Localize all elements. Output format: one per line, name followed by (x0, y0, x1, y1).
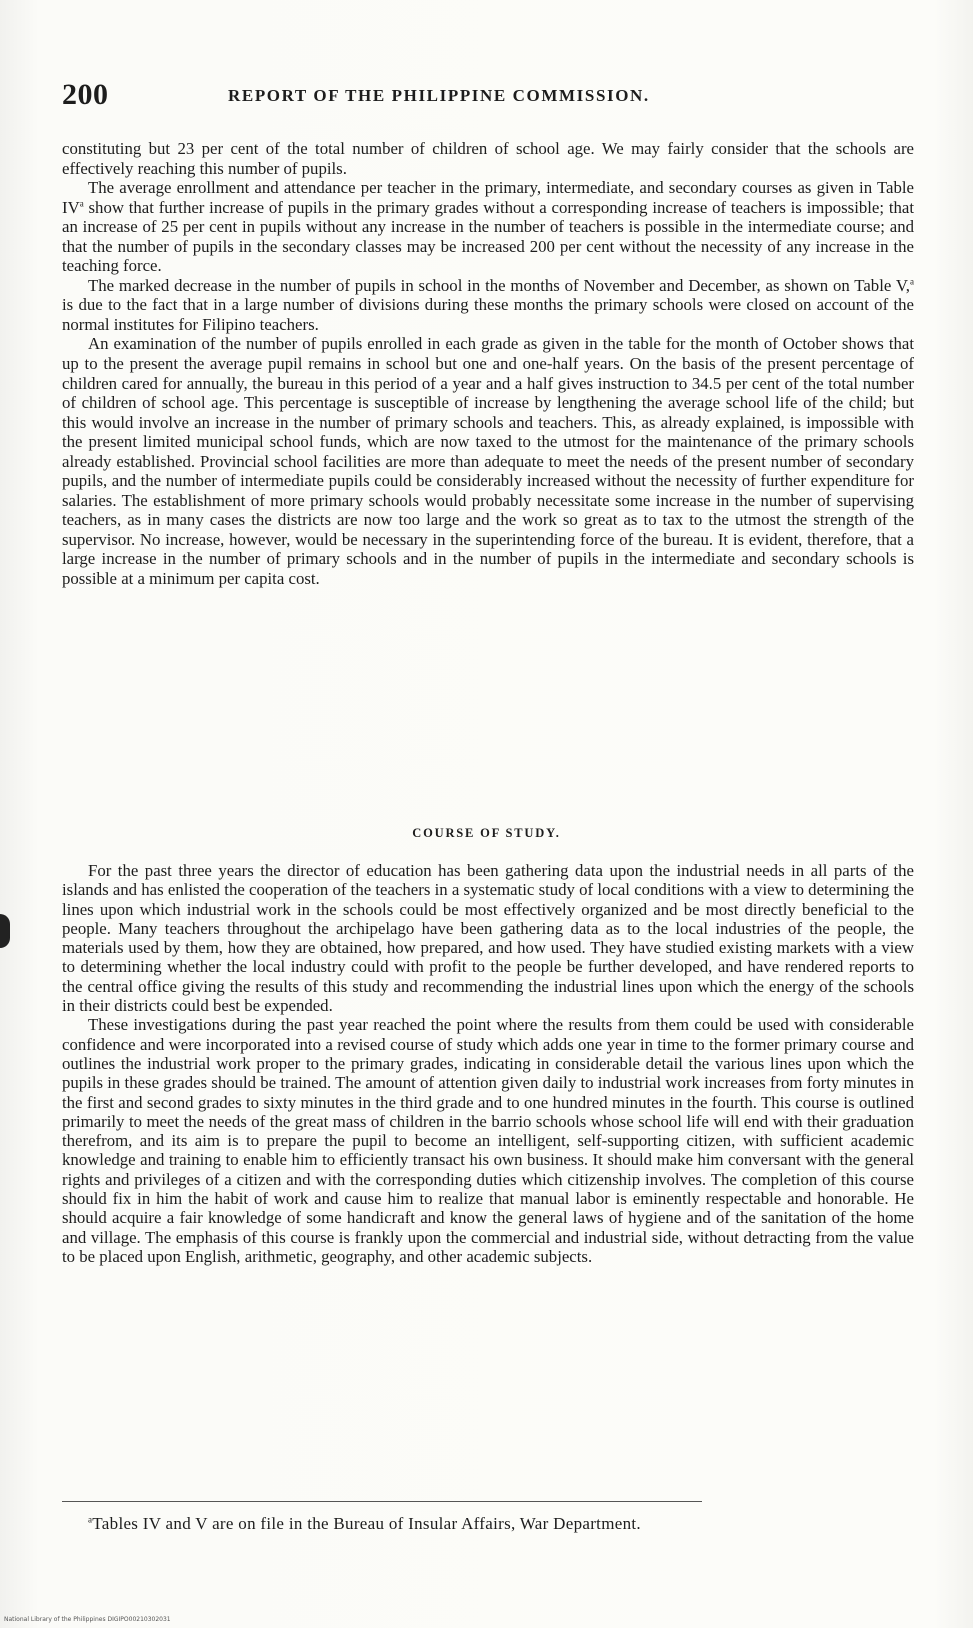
binding-shadow (0, 914, 10, 948)
footnote (88, 1514, 641, 1534)
scan-label: National Library of the Philippines DIGIPO00210302031 (4, 1616, 171, 1623)
paragraph-1: constituting but 23 per cent of the total number of children of school age. We may fairly consider that the schools are effectively reaching this number of pupils. (62, 139, 914, 178)
footnote-divider (62, 1501, 702, 1502)
course-paragraph-1: For the past three years the director of education has been gathering data upon the industrial needs in all parts of the islands and has enlisted the cooperation of the teachers in a systematic study of local conditions with a view to determining the lines upon which industrial work in the schools could be most effectively organized and be most directly beneficial to the people. Many teachers throughout the archipelago have been gathering data as to the local industries of the people, the materials used by them, how they are obtained, how prepared, and how used. They have studied existing markets with a view to determining whether the local industry could with profit to the people be further developed, and have rendered reports to the central office giving the results of this study and recommending the industrial lines upon which the energy of the schools in their districts could best be expended. (62, 861, 914, 1016)
page-number: 200 (62, 78, 109, 111)
paragraph-2-part-2: show that further increase of pupils in the primary grades without a corresponding increase of teachers is impossible; that an increase of 25 per cent in pupils without any increase in the number of teachers is possible in the intermediate course; and that the number of pupils in the secondary classes may be increased 200 per cent without the necessity of any increase in the teaching force. (62, 197, 914, 276)
paragraph-4: An examination of the number of pupils enrolled in each grade as given in the table for the month of October shows that up to the present the average pupil remains in school but one and one-half years. On the basis of the present percentage of children cared for annually, the bureau in this period of a year and a half gives instruction to 34.5 per cent of the total number of children of school age. This percentage is susceptible of increase by lengthening the average school life of the child; but this would involve an increase in the number of primary schools and teachers. This, as already explained, is impossible with the present limited municipal school funds, which are now taxed to the utmost for the maintenance of the primary schools already established. Provincial school facilities are more than adequate to meet the needs of the present number of secondary pupils, and the number of intermediate pupils could be considerably increased without the necessity of further expenditure for salaries. The establishment of more primary schools would probably necessitate some increase in the number of supervising teachers, as in many cases the districts are now too large and the work so great as to tax to the utmost the strength of the supervisor. No increase, however, would be necessary in the superintending force of the bureau. It is evident, therefore, that a large increase in the number of primary schools and in the number of pupils in the intermediate and secondary schools is possible at a minimum per capita cost. (62, 334, 914, 589)
course-paragraph-2: These investigations during the past year reached the point where the results from them could be used with considerable confidence and were incorporated into a revised course of study which adds one year in time to the former primary course and outlines the industrial work proper to the primary grades, indicating in considerable detail the various lines upon which the pupils in these grades should be trained. The amount of attention given daily to industrial work increases from forty minutes in the first and second grades to sixty minutes in the third grade and to one hundred minutes in the fourth. This course is outlined primarily to meet the needs of the great mass of children in the barrio schools whose school life will end with their graduation therefrom, and its aim is to prepare the pupil to become an intelligent, self-supporting citizen, with sufficient academic knowledge and training to enable him to efficiently transact his own business. It should make him conversant with the general rights and privileges of a citizen and with the corresponding duties which citizenship involves. The completion of this course should fix in him the habit of work and cause him to realize that manual labor is eminently respectable and honorable. He should acquire a fair knowledge of some handicraft and know the general laws of hygiene and of the sanitation of the home and village. The emphasis of this course is frankly upon the commercial and industrial side, without detracting from the value to be placed upon English, arithmetic, geography, and other academic subjects. (62, 1015, 914, 1266)
paragraph-2-part-1: The average enrollment and attendance per teacher in the primary, intermediate, and secondary courses as given in Table IV (62, 178, 914, 217)
paragraph-3-part-2: is due to the fact that in a large number of divisions during these months the primary schools were closed on account of the normal institutes for Filipino teachers. (62, 295, 914, 334)
page-header (62, 78, 912, 118)
footnote-text: Tables IV and V are on file in the Bureau of Insular Affairs, War Department. (92, 1514, 641, 1533)
paragraph-3 (62, 276, 914, 335)
footnote-marker: a (910, 276, 914, 287)
body-text-block (62, 139, 914, 589)
paragraph-3-part-1: The marked decrease in the number of pupils in school in the months of November and December, as shown on Table V, (88, 275, 910, 295)
footnote-marker: a (79, 198, 84, 209)
section-heading: COURSE OF STUDY. (412, 826, 561, 840)
footnote-marker-bottom: a (88, 1514, 93, 1525)
paragraph-2 (62, 178, 914, 276)
course-of-study-text (62, 861, 914, 1266)
running-head: REPORT OF THE PHILIPPINE COMMISSION. (228, 86, 650, 105)
